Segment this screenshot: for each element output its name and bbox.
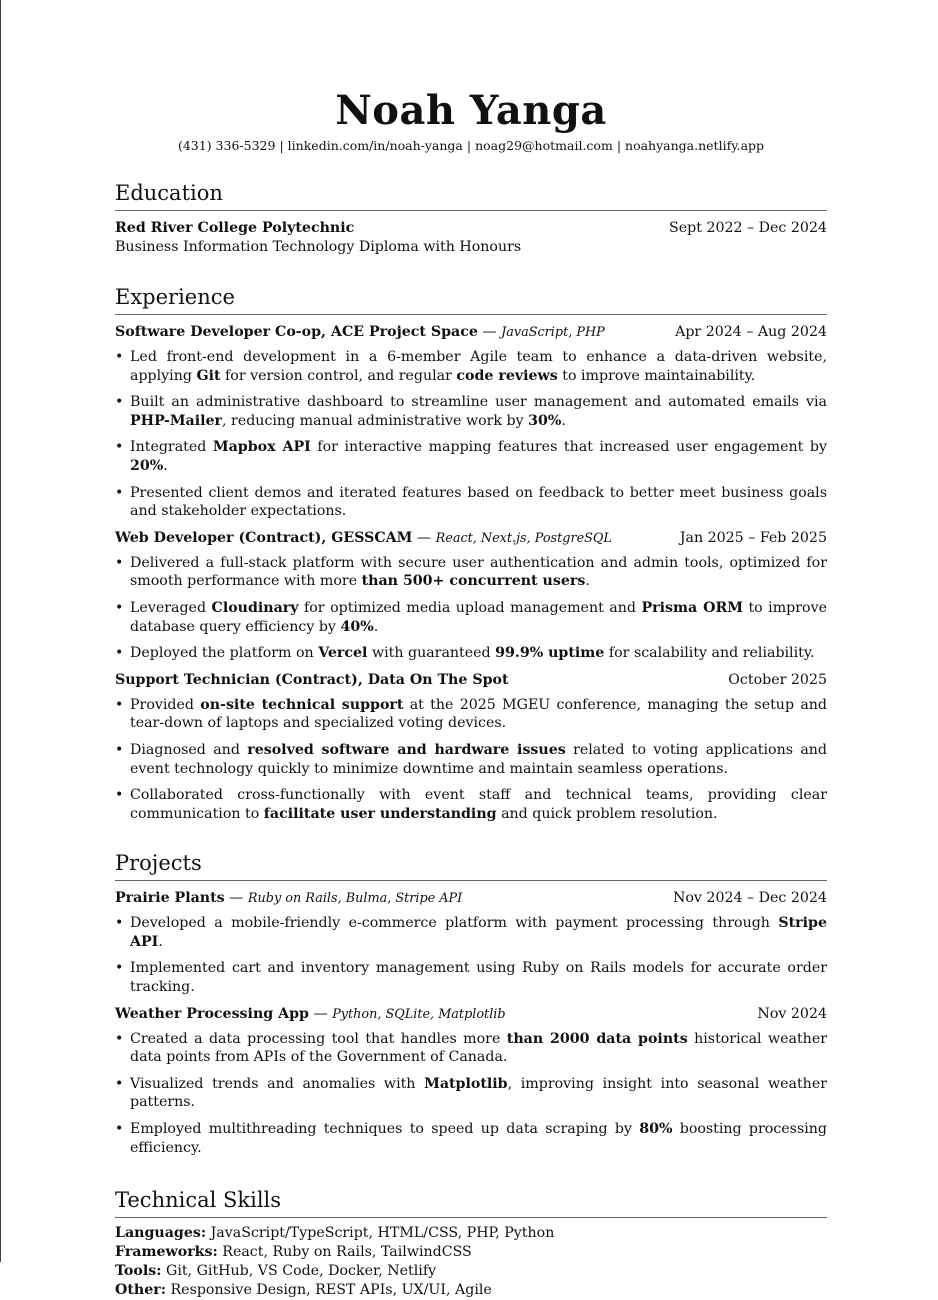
education-entry xyxy=(115,219,827,257)
separator: | xyxy=(616,138,622,153)
bullet-item: • Led front-end development in a 6-member Agile team to enhance a data-driven website, applying Git for version control, and regular code reviews to improve maintainability. xyxy=(115,348,827,385)
school-name: Red River College Polytechnic xyxy=(115,220,355,236)
skill-value: React, Ruby on Rails, TailwindCSS xyxy=(222,1244,472,1261)
project-dates: Nov 2024 – Dec 2024 xyxy=(672,890,827,907)
projects-section xyxy=(115,850,827,1157)
bold-highlight: Mapbox API xyxy=(212,439,311,456)
section-title-projects: Projects xyxy=(115,850,827,881)
project-title: Weather Processing App xyxy=(115,1005,309,1022)
bullet-item: • Implemented cart and inventory management using Ruby on Rails models for accurate order tracking. xyxy=(115,959,827,996)
skills-list xyxy=(115,1224,827,1300)
project-dates: Nov 2024 xyxy=(757,1005,827,1022)
bold-highlight: 40% xyxy=(340,618,374,635)
job-dates: October 2025 xyxy=(728,671,827,688)
bold-highlight: Git xyxy=(196,367,221,384)
experience-section xyxy=(115,284,827,823)
job-bullets xyxy=(115,554,827,663)
project-bullets xyxy=(115,914,827,996)
skill-label: Frameworks: xyxy=(115,1244,218,1261)
contact-line xyxy=(115,138,827,154)
skill-value: Git, GitHub, VS Code, Docker, Netlify xyxy=(165,1263,437,1280)
bullet-item: • Collaborated cross-functionally with event staff and technical teams, providing clear communication to facilitate user understanding and quick problem resolution. xyxy=(115,786,827,823)
skill-value: JavaScript/TypeScript, HTML/CSS, PHP, Python xyxy=(210,1225,555,1242)
bullet-item: • Employed multithreading techniques to speed up data scraping by 80% boosting processing efficiency. xyxy=(115,1120,827,1157)
project-list xyxy=(115,889,827,1157)
website-link[interactable]: noahyanga.netlify.app xyxy=(625,138,765,153)
bold-highlight: 80% xyxy=(639,1121,673,1138)
bullet-item: • Delivered a full-stack platform with secure user authentication and admin tools, optimized for smooth performance with more than 500+ concurrent users. xyxy=(115,554,827,591)
skill-label: Languages: xyxy=(115,1225,207,1242)
bullet-item: • Created a data processing tool that handles more than 2000 data points historical weather data points from APIs of the Government of Canada. xyxy=(115,1030,827,1067)
bold-highlight: Prisma ORM xyxy=(641,599,743,616)
bullet-item: • Developed a mobile-friendly e-commerce platform with payment processing through Stripe API. xyxy=(115,914,827,951)
job-title: Support Technician (Contract), Data On The Spot xyxy=(115,671,509,688)
project-header: Prairie Plants — Ruby on Rails, Bulma, Stripe API Nov 2024 – Dec 2024 xyxy=(115,890,827,907)
bold-highlight: 30% xyxy=(528,412,562,429)
skill-label: Other: xyxy=(115,1282,166,1299)
resume-page xyxy=(115,88,827,1300)
bold-highlight: 99.9% uptime xyxy=(495,645,605,662)
project-entry xyxy=(115,1005,827,1158)
bold-highlight: on-site technical support xyxy=(200,696,404,713)
skills-section xyxy=(115,1187,827,1300)
section-title-education: Education xyxy=(115,180,827,211)
project-title: Prairie Plants xyxy=(115,890,225,907)
section-title-experience: Experience xyxy=(115,284,827,315)
education-dates: Sept 2022 – Dec 2024 xyxy=(669,220,827,236)
phone-number: (431) 336-5329 xyxy=(177,138,276,153)
bold-highlight: PHP-Mailer xyxy=(130,412,223,429)
bullet-item: • Deployed the platform on Vercel with guaranteed 99.9% uptime for scalability and reliability. xyxy=(115,644,827,663)
project-tech-stack: Ruby on Rails, Bulma, Stripe API xyxy=(247,891,463,907)
skill-row xyxy=(115,1224,827,1243)
job-bullets xyxy=(115,348,827,521)
skill-row xyxy=(115,1262,827,1281)
bullet-item: • Presented client demos and iterated features based on feedback to better meet business goals and stakeholder expectations. xyxy=(115,484,827,521)
linkedin-link[interactable]: linkedin.com/in/noah-yanga xyxy=(287,138,463,153)
bold-highlight: code reviews xyxy=(456,367,558,384)
bold-highlight: Matplotlib xyxy=(424,1075,508,1092)
separator: | xyxy=(279,138,284,153)
project-header: Weather Processing App — Python, SQLite, Matplotlib Nov 2024 xyxy=(115,1005,827,1022)
candidate-name: Noah Yanga xyxy=(335,87,607,134)
job-header: Software Developer Co-op, ACE Project Space — JavaScript, PHP Apr 2024 – Aug 2024 xyxy=(115,324,827,340)
email-link[interactable]: noag29@hotmail.com xyxy=(475,138,613,153)
education-section xyxy=(115,180,827,257)
bold-highlight: Cloudinary xyxy=(211,599,299,616)
bullet-item: • Diagnosed and resolved software and hardware issues related to voting applications and event technology quickly to minimize downtime and maintain seamless operations. xyxy=(115,741,827,778)
bold-highlight: than 500+ concurrent users xyxy=(361,573,586,590)
job-header xyxy=(115,671,827,690)
bold-highlight: 20% xyxy=(130,457,164,474)
bold-highlight: than 2000 data points xyxy=(506,1030,688,1047)
skill-row xyxy=(115,1281,827,1300)
bold-highlight: resolved software and hardware issues xyxy=(247,741,566,758)
job-bullets xyxy=(115,696,827,824)
job-title: Web Developer (Contract), GESSCAM xyxy=(115,529,413,546)
job-title: Software Developer Co-op, ACE Project Space xyxy=(115,324,478,340)
bullet-item: • Visualized trends and anomalies with Matplotlib, improving insight into seasonal weather patterns. xyxy=(115,1075,827,1112)
job-entry xyxy=(115,529,827,663)
bold-highlight: Vercel xyxy=(318,645,368,662)
bold-highlight: facilitate user understanding xyxy=(263,805,497,822)
job-dates: Jan 2025 – Feb 2025 xyxy=(679,529,827,546)
section-title-skills: Technical Skills xyxy=(115,1187,827,1218)
job-tech-stack: React, Next.js, PostgreSQL xyxy=(435,530,612,546)
bold-highlight: Stripe API xyxy=(130,915,827,950)
job-dates: Apr 2024 – Aug 2024 xyxy=(675,324,827,340)
project-tech-stack: Python, SQLite, Matplotlib xyxy=(332,1006,506,1022)
program-name: Business Information Technology Diploma with Honours xyxy=(115,239,522,255)
job-entry xyxy=(115,671,827,824)
job-tech-stack: JavaScript, PHP xyxy=(501,325,605,340)
bullet-item: • Integrated Mapbox API for interactive mapping features that increased user engagement by 20%. xyxy=(115,438,827,475)
skill-row xyxy=(115,1243,827,1262)
bullet-item: • Built an administrative dashboard to streamline user management and automated emails via PHP-Mailer, reducing manual administrative work by 30%. xyxy=(115,393,827,430)
job-entry xyxy=(115,323,827,521)
separator: | xyxy=(466,138,472,153)
experience-list xyxy=(115,323,827,823)
skill-label: Tools: xyxy=(115,1263,162,1280)
project-bullets xyxy=(115,1030,827,1158)
job-header: Web Developer (Contract), GESSCAM — React, Next.js, PostgreSQL Jan 2025 – Feb 2025 xyxy=(115,529,827,546)
skill-value: Responsive Design, REST APIs, UX/UI, Agile xyxy=(170,1282,492,1299)
bullet-item: • Leveraged Cloudinary for optimized media upload management and Prisma ORM to improve database query efficiency by 40%. xyxy=(115,599,827,636)
bullet-item: • Provided on-site technical support at the 2025 MGEU conference, managing the setup and tear-down of laptops and specialized voting devices. xyxy=(115,696,827,733)
project-entry xyxy=(115,889,827,996)
